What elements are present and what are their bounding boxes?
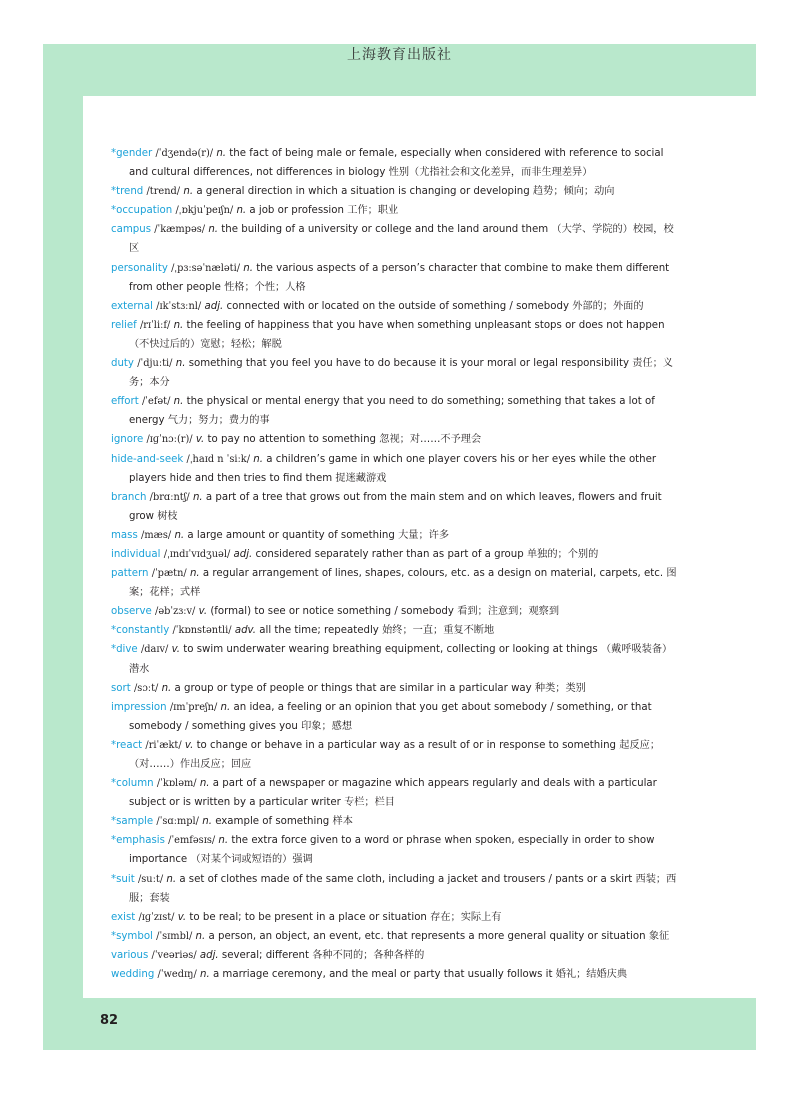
headword: personality	[111, 262, 168, 274]
definition: a job or profession	[249, 205, 344, 217]
headword: relief	[111, 319, 137, 331]
chinese-gloss: 专栏；栏目	[344, 797, 395, 809]
pronunciation: /ˈkæmpəs/	[154, 224, 206, 236]
headword: hide-and-seek	[111, 453, 184, 465]
vocab-entry	[111, 812, 677, 831]
part-of-speech: adj.	[199, 949, 219, 961]
chinese-gloss: 单独的；个别的	[526, 548, 599, 560]
vocab-entry	[111, 736, 677, 774]
pronunciation: /ˈdjuːti/	[137, 358, 173, 370]
vocab-entry	[111, 450, 677, 488]
pronunciation: /ˈpætn/	[151, 568, 187, 580]
part-of-speech: n.	[173, 319, 184, 331]
headword: various	[111, 949, 149, 961]
part-of-speech: v.	[198, 606, 208, 618]
part-of-speech: n.	[199, 778, 210, 790]
pronunciation: /ɪɡˈzɪst/	[138, 911, 175, 923]
pronunciation: /ˌhaɪd n ˈsiːk/	[186, 453, 251, 465]
pronunciation: /mæs/	[141, 529, 172, 541]
part-of-speech: n.	[218, 835, 229, 847]
definition: to pay no attention to something	[207, 434, 377, 446]
headword: *symbol	[111, 930, 153, 942]
vocab-entry	[111, 602, 677, 621]
pronunciation: /ˈveəriəs/	[151, 949, 197, 961]
vocab-entry	[111, 908, 677, 927]
pronunciation: /ˌɪndɪˈvɪdʒuəl/	[163, 548, 231, 560]
part-of-speech: n.	[173, 396, 184, 408]
vocab-entry	[111, 679, 677, 698]
definition: several; different	[221, 949, 309, 961]
vocab-entry	[111, 545, 677, 564]
vocab-entry	[111, 774, 677, 812]
definition: a person, an object, an event, etc. that represents a more general quality or situation	[208, 930, 646, 942]
definition: the various aspects of a person’s character that combine to make them different from other people	[129, 262, 670, 293]
pronunciation: /ˌpɜːsəˈnæləti/	[171, 262, 240, 274]
vocab-entry	[111, 392, 677, 430]
headword: sort	[111, 682, 131, 694]
definition: a regular arrangement of lines, shapes, colours, etc. as a design on material, carpets, etc.	[202, 568, 664, 580]
vocab-entry	[111, 564, 677, 602]
headword: impression	[111, 701, 167, 713]
definition: a children’s game in which one player covers his or her eyes while the other players hide and then tries to find them	[129, 453, 657, 484]
pronunciation: /brɑːntʃ/	[149, 491, 190, 503]
pronunciation: /daɪv/	[140, 644, 169, 656]
definition: a part of a tree that grows out from the main stem and on which leaves, flowers and fruit grow	[129, 491, 662, 522]
pronunciation: /ˈemfəsɪs/	[168, 835, 216, 847]
publisher-header: 上海教育出版社	[347, 47, 452, 63]
headword: ignore	[111, 434, 144, 446]
chinese-gloss: 象征	[648, 930, 670, 942]
part-of-speech: n.	[202, 816, 212, 828]
chinese-gloss: 大量；许多	[398, 529, 450, 541]
chinese-gloss: 种类；类别	[534, 682, 586, 694]
definition: a part of a newspaper or magazine which appears regularly and deals with a particular subject or is written by a particular writer	[129, 778, 657, 809]
vocab-entry	[111, 259, 677, 297]
headword: *column	[111, 778, 154, 790]
definition: an idea, a feeling or an opinion that you get about somebody / something, or that somebody / something gives you	[129, 701, 652, 732]
part-of-speech: n.	[216, 148, 227, 159]
pronunciation: /ˈkɒnstəntli/	[172, 625, 232, 637]
vocab-entry	[111, 526, 677, 545]
chinese-gloss: 性别（尤指社会和文化差异，而非生理差异）	[388, 167, 593, 179]
definition: the building of a university or college and the land around them	[221, 224, 549, 236]
chinese-gloss: 样本	[332, 816, 353, 828]
pronunciation: /riˈækt/	[145, 739, 182, 751]
definition: a set of clothes made of the same cloth, including a jacket and trousers / pants or a skirt	[179, 873, 633, 885]
vocab-entry	[111, 946, 677, 965]
headword: exist	[111, 911, 136, 923]
vocab-entry	[111, 430, 677, 449]
chinese-gloss: 工作；职业	[347, 205, 399, 217]
pronunciation: /ˌɒkjuˈpeɪʃn/	[175, 205, 234, 217]
headword: external	[111, 300, 153, 312]
pronunciation: /əbˈzɜːv/	[155, 606, 196, 618]
definition: connected with or located on the outside of something / somebody	[226, 300, 569, 312]
chinese-gloss: 存在；实际上有	[430, 911, 502, 923]
vocab-entry	[111, 297, 677, 316]
part-of-speech: n.	[174, 529, 185, 541]
vocabulary-list	[111, 144, 677, 984]
chinese-gloss: 印象；感想	[301, 720, 353, 732]
headword: *emphasis	[111, 835, 165, 847]
vocab-entry	[111, 698, 677, 736]
definition: something that you feel you have to do because it is your moral or legal responsibility	[188, 358, 629, 370]
headword: *constantly	[111, 625, 170, 637]
pronunciation: /suːt/	[137, 873, 164, 885]
part-of-speech: n.	[189, 568, 200, 580]
headword: *dive	[111, 644, 138, 656]
headword: *sample	[111, 816, 154, 828]
part-of-speech: n.	[253, 453, 263, 465]
part-of-speech: n.	[161, 682, 172, 694]
part-of-speech: n.	[236, 205, 247, 217]
chinese-gloss: 看到；注意到；观察到	[457, 606, 560, 618]
chinese-gloss: （对某个词或短语的）强调	[190, 854, 313, 866]
headword: wedding	[111, 969, 155, 981]
page-number: 82	[100, 1013, 119, 1028]
pronunciation: /ˈdʒendə(r)/	[155, 148, 214, 159]
chinese-gloss: 各种不同的；各种各样的	[312, 949, 425, 961]
part-of-speech: n.	[200, 969, 210, 981]
chinese-gloss: （大学、学院的）校园，校区	[129, 224, 674, 255]
definition: the physical or mental energy that you need to do something; something that takes a lot of energy	[129, 396, 655, 427]
vocab-entry	[111, 640, 677, 678]
chinese-gloss: 气力；努力；费力的事	[167, 415, 270, 427]
vocab-entry	[111, 831, 677, 869]
pronunciation: /ɪɡˈnɔː(r)/	[146, 434, 193, 446]
definition: the feeling of happiness that you have when something unpleasant stops or does not happen	[186, 319, 665, 331]
part-of-speech: adv.	[234, 625, 256, 637]
part-of-speech: adj.	[233, 548, 253, 560]
definition: the extra force given to a word or phrase when spoken, especially in order to show importance	[129, 835, 655, 866]
definition: a marriage ceremony, and the meal or party that usually follows it	[212, 969, 553, 981]
part-of-speech: n.	[208, 224, 219, 236]
part-of-speech: n.	[166, 873, 177, 885]
pronunciation: /ˈkɒləm/	[156, 778, 197, 790]
chinese-gloss: （不快过后的）宽慰；轻松；解脱	[129, 338, 282, 350]
pronunciation: /ˈwedɪŋ/	[157, 969, 197, 981]
pronunciation: /ɪkˈstɜːnl/	[156, 300, 202, 312]
vocab-entry	[111, 927, 677, 946]
chinese-gloss: 始终；一直；重复不断地	[382, 625, 495, 637]
part-of-speech: n.	[220, 701, 231, 713]
chinese-gloss: （戴呼吸装备）潜水	[129, 644, 673, 675]
headword: *gender	[111, 148, 153, 159]
definition: to be real; to be present in a place or situation	[189, 911, 427, 923]
vocab-entry	[111, 965, 677, 984]
pronunciation: /ɪmˈpreʃn/	[169, 701, 218, 713]
vocab-entry	[111, 488, 677, 526]
headword: *occupation	[111, 205, 173, 217]
part-of-speech: n.	[183, 186, 194, 198]
definition: considered separately rather than as part of a group	[255, 548, 524, 560]
chinese-gloss: 外部的；外面的	[572, 300, 644, 312]
headword: observe	[111, 606, 152, 618]
definition: to swim underwater wearing breathing equipment, collecting or looking at things	[183, 644, 598, 656]
definition: a large amount or quantity of something	[187, 529, 395, 541]
vocab-entry	[111, 144, 677, 182]
part-of-speech: n.	[175, 358, 186, 370]
chinese-gloss: 树枝	[157, 510, 178, 522]
definition: example of something	[215, 816, 330, 828]
chinese-gloss: 起反应；（对……）作出反应；回应	[129, 739, 661, 770]
definition: to change or behave in a particular way as a result of or in response to something	[196, 739, 617, 751]
pronunciation: /sɔːt/	[133, 682, 159, 694]
definition: the fact of being male or female, especially when considered with reference to social and cultural differences, not differences in biology	[129, 148, 664, 179]
chinese-gloss: 趋势；倾向；动向	[532, 186, 615, 198]
chinese-gloss: 西装；西服；套装	[129, 873, 677, 904]
chinese-gloss: 图案；花样；式样	[129, 568, 677, 599]
part-of-speech: v.	[195, 434, 205, 446]
part-of-speech: adj.	[204, 300, 224, 312]
vocab-entry	[111, 621, 677, 640]
definition: all the time; repeatedly	[259, 625, 379, 637]
chinese-gloss: 捉迷藏游戏	[335, 472, 387, 484]
headword: individual	[111, 548, 161, 560]
definition: a group or type of people or things that are similar in a particular way	[174, 682, 532, 694]
headword: *suit	[111, 873, 135, 885]
pronunciation: /ˈsɑːmpl/	[156, 816, 199, 828]
headword: effort	[111, 396, 139, 408]
chinese-gloss: 性格；个性；人格	[224, 281, 306, 293]
part-of-speech: v.	[177, 911, 187, 923]
chinese-gloss: 忽视；对……不予理会	[379, 434, 482, 446]
definition: (formal) to see or notice something / somebody	[210, 606, 454, 618]
vocab-entry	[111, 354, 677, 392]
headword: mass	[111, 529, 138, 541]
part-of-speech: n.	[243, 262, 253, 274]
vocab-entry	[111, 220, 677, 258]
chinese-gloss: 责任；义务；本分	[129, 358, 673, 389]
pronunciation: /trend/	[146, 186, 181, 198]
part-of-speech: n.	[195, 930, 206, 942]
part-of-speech: v.	[184, 739, 194, 751]
headword: *react	[111, 739, 143, 751]
part-of-speech: n.	[192, 491, 203, 503]
chinese-gloss: 婚礼；结婚庆典	[555, 969, 628, 981]
pronunciation: /rɪˈliːf/	[140, 319, 171, 331]
headword: campus	[111, 224, 151, 236]
part-of-speech: v.	[171, 644, 181, 656]
pronunciation: /ˈsɪmbl/	[156, 930, 193, 942]
vocab-entry	[111, 316, 677, 354]
vocab-entry	[111, 201, 677, 220]
headword: branch	[111, 491, 147, 503]
headword: duty	[111, 358, 134, 370]
vocab-entry	[111, 870, 677, 908]
definition: a general direction in which a situation is changing or developing	[196, 186, 530, 198]
vocab-entry	[111, 182, 677, 201]
headword: pattern	[111, 568, 149, 580]
pronunciation: /ˈefət/	[141, 396, 171, 408]
headword: *trend	[111, 186, 144, 198]
